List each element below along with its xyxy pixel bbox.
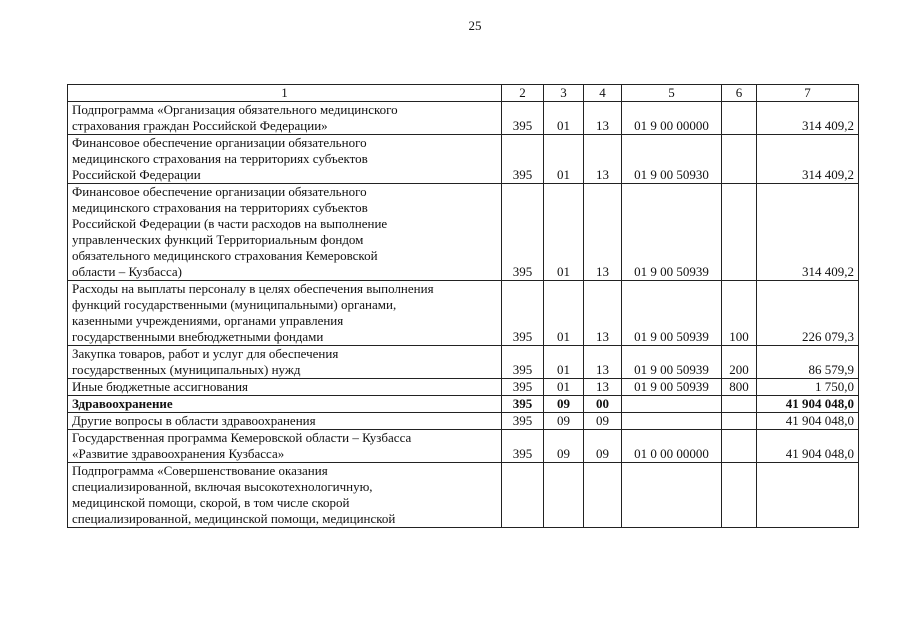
- row-name: Закупка товаров, работ и услуг для обеспечения государственных (муниципальных) нужд: [68, 346, 502, 379]
- table-row: [68, 463, 859, 528]
- row-col-3: 01: [544, 379, 584, 396]
- row-col-2: 395: [502, 413, 544, 430]
- row-col-5: 01 9 00 50939: [622, 184, 722, 281]
- row-col-3: 01: [544, 184, 584, 281]
- row-col-5: [622, 413, 722, 430]
- row-col-2: 395: [502, 102, 544, 135]
- row-col-7: 314 409,2: [757, 102, 859, 135]
- table-row: [68, 396, 859, 413]
- row-col-4: 09: [584, 413, 622, 430]
- row-col-4: 09: [584, 430, 622, 463]
- row-col-7: 226 079,3: [757, 281, 859, 346]
- table-row: [68, 413, 859, 430]
- row-col-2: 395: [502, 346, 544, 379]
- row-name: Расходы на выплаты персоналу в целях обеспечения выполнения функций государственными (муниципальными) органами, казенными учреждениями, органами управления государственными внебюджетными фондами: [68, 281, 502, 346]
- header-col-6: 6: [722, 85, 757, 102]
- row-col-3: 09: [544, 413, 584, 430]
- header-col-7: 7: [757, 85, 859, 102]
- row-name: Финансовое обеспечение организации обязательного медицинского страхования на территориях субъектов Российской Федерации: [68, 135, 502, 184]
- row-col-3: 01: [544, 346, 584, 379]
- row-col-6: [722, 413, 757, 430]
- row-col-3: 01: [544, 135, 584, 184]
- table-row: [68, 430, 859, 463]
- row-name: Другие вопросы в области здравоохранения: [68, 413, 502, 430]
- header-col-4: 4: [584, 85, 622, 102]
- table-body: [68, 102, 859, 528]
- row-col-4: 13: [584, 379, 622, 396]
- header-col-3: 3: [544, 85, 584, 102]
- header-col-2: 2: [502, 85, 544, 102]
- row-col-7: 314 409,2: [757, 135, 859, 184]
- row-name: Иные бюджетные ассигнования: [68, 379, 502, 396]
- row-col-6: [722, 430, 757, 463]
- page-number: 25: [468, 18, 482, 33]
- row-col-7: 86 579,9: [757, 346, 859, 379]
- row-col-7: 1 750,0: [757, 379, 859, 396]
- row-col-4: 13: [584, 135, 622, 184]
- table-row: [68, 184, 859, 281]
- row-col-3: 01: [544, 281, 584, 346]
- row-col-7: 41 904 048,0: [757, 430, 859, 463]
- row-col-5: 01 9 00 50930: [622, 135, 722, 184]
- row-col-2: 395: [502, 281, 544, 346]
- row-name: Подпрограмма «Совершенствование оказания специализированной, включая высокотехнологичную, медицинской помощи, скорой, в том числе скорой специализированной, медицинской помощи, медицинской: [68, 463, 502, 528]
- budget-table: [67, 84, 859, 528]
- row-col-6: 200: [722, 346, 757, 379]
- row-col-5: [622, 463, 722, 528]
- row-col-7: 41 904 048,0: [757, 396, 859, 413]
- row-col-7: 314 409,2: [757, 184, 859, 281]
- row-col-6: 100: [722, 281, 757, 346]
- row-col-3: 09: [544, 396, 584, 413]
- table-row: [68, 379, 859, 396]
- row-name: Государственная программа Кемеровской области – Кузбасса «Развитие здравоохранения Кузбасса»: [68, 430, 502, 463]
- row-col-5: 01 0 00 00000: [622, 430, 722, 463]
- row-col-6: [722, 102, 757, 135]
- row-col-5: [622, 396, 722, 413]
- row-col-3: [544, 463, 584, 528]
- row-col-6: [722, 396, 757, 413]
- row-col-4: 13: [584, 346, 622, 379]
- row-col-4: 13: [584, 184, 622, 281]
- row-col-2: 395: [502, 184, 544, 281]
- table-row: [68, 135, 859, 184]
- row-col-4: 13: [584, 102, 622, 135]
- row-col-5: 01 9 00 50939: [622, 379, 722, 396]
- row-col-7: 41 904 048,0: [757, 413, 859, 430]
- row-col-6: 800: [722, 379, 757, 396]
- row-col-6: [722, 135, 757, 184]
- row-col-4: [584, 463, 622, 528]
- row-col-3: 01: [544, 102, 584, 135]
- row-col-5: 01 9 00 50939: [622, 346, 722, 379]
- table-row: [68, 102, 859, 135]
- row-name: Здравоохранение: [68, 396, 502, 413]
- row-col-4: 13: [584, 281, 622, 346]
- row-col-2: 395: [502, 379, 544, 396]
- row-col-2: 395: [502, 135, 544, 184]
- row-name: Финансовое обеспечение организации обязательного медицинского страхования на территориях субъектов Российской Федерации (в части расходов на выполнение управленческих функций Территориальным фондом обязательного медицинского страхования Кемеровской области – Кузбасса): [68, 184, 502, 281]
- row-col-7: [757, 463, 859, 528]
- header-col-1: 1: [68, 85, 502, 102]
- header-col-5: 5: [622, 85, 722, 102]
- row-col-5: 01 9 00 00000: [622, 102, 722, 135]
- row-col-2: [502, 463, 544, 528]
- row-col-6: [722, 463, 757, 528]
- row-col-3: 09: [544, 430, 584, 463]
- table-row: [68, 281, 859, 346]
- row-name: Подпрограмма «Организация обязательного медицинского страхования граждан Российской Федерации»: [68, 102, 502, 135]
- row-col-2: 395: [502, 396, 544, 413]
- table-row: [68, 346, 859, 379]
- row-col-5: 01 9 00 50939: [622, 281, 722, 346]
- header-row: [68, 85, 859, 102]
- row-col-6: [722, 184, 757, 281]
- row-col-2: 395: [502, 430, 544, 463]
- row-col-4: 00: [584, 396, 622, 413]
